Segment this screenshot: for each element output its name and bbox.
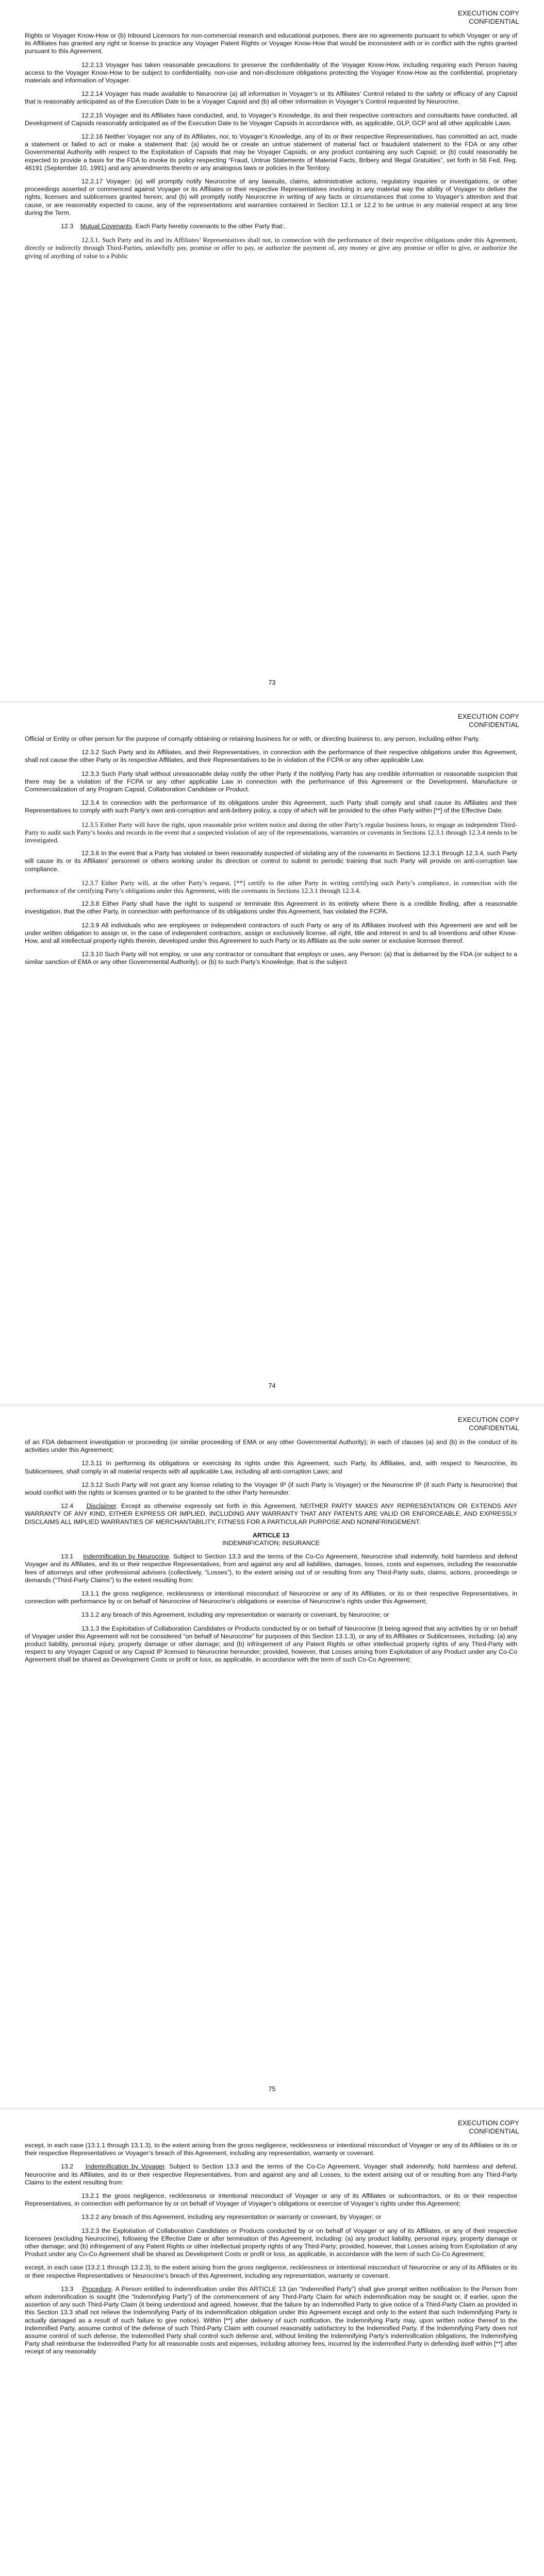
- section-12-3: [25, 223, 517, 230]
- page-body: [25, 735, 517, 972]
- document-page-75: [0, 1406, 544, 2107]
- section-12-3-1: 12.3.1. Such Party and its and its Affiliates’ Representatives shall not, in connection with the performance of their respective obligations under this Agreement, directly or indirectly through Third-Parties, unlawfully pay, promise or offer to pay, or authorize the payment of, any money or give any promise or offer to give, or authorize the giving of anything of value to a Public: [25, 236, 517, 260]
- paragraph: of an FDA debarment investigation or proceeding (or similar proceeding of EMA or any other Governmental Authority); in each of clauses (a) and (b) in the conduct of its activities under this Agreement;: [25, 1438, 517, 1454]
- section-12-2-14: 12.2.14 Voyager has made available to Neurocrine (a) all information in Voyager’s or its Affiliates’ Control related to the safety or efficacy of any Capsid that is reasonably anticipated as of the Execution Date to be a Voyager Capsid and (b) all other information in Voyager’s Control requested by Neurocrine.: [25, 90, 517, 106]
- section-12-2-13: 12.2.13 Voyager has taken reasonable precautions to preserve the confidentiality of the Voyager Know-How, including requiring each Person having access to the Voyager Know-How to be subject to confidentiality, non-use and non-disclosure obligations protecting the Voyager Know-How as the confidential, proprietary materials and information of Voyager.: [25, 61, 517, 84]
- section-13-2-2: 13.2.2 any breach of this Agreement, including any representation or warranty or covenant, by Voyager; or: [81, 2213, 382, 2221]
- section-heading: Procedure: [82, 2285, 112, 2293]
- section-number: 13.3: [61, 2285, 74, 2293]
- page-number: 74: [268, 1382, 276, 1389]
- header-execution-copy: EXECUTION COPY: [457, 713, 519, 720]
- section-number: 12.4: [61, 1502, 74, 1510]
- page-header: [458, 9, 519, 26]
- section-number: 13.2: [61, 2163, 74, 2171]
- paragraph: Rights or Voyager Know-How or (b) Inbound Licensors for non-commercial research and educational purposes, there are no agreements pursuant to which Voyager or any of its Affiliates has granted any right or license to practice any Voyager Patent Rights or Voyager Know-How that would be inconsistent with or in conflict with the rights granted pursuant to this Agreement.: [25, 32, 517, 55]
- header-confidential: CONFIDENTIAL: [469, 1424, 519, 1432]
- page-number: 73: [268, 679, 276, 686]
- section-heading: Mutual Covenants: [80, 223, 132, 230]
- page-header: [458, 1416, 519, 1432]
- section-13-2-3: 13.2.3 the Exploitation of Collaboration Candidates or Products conducted by or on behalf of Voyager or any of its Affiliates, or any of their respective licensees (excluding Neurocrine), following the Effective Date or after termination of this Agreement, including: (a) any product liability, personal injury, property damage or other damage; and (b) infringement of any Patent Rights or other intellectual property rights of any Third-Party; provided, however, that Losses arising from Exploitation of any Product under any Co-Co Agreement shall be shared as Development Costs or profit or loss, as applicable, in accordance with the term of such Co-Co Agreement;: [25, 2227, 517, 2258]
- section-13-1: [25, 1553, 517, 1584]
- section-12-3-5: 12.3.5 Either Party will have the right, upon reasonable prior written notice and during the other Party’s regular business hours, to engage an independent Third-Party to audit such Party’s books and records in the event that a suspected violation of any of the representations, warranties or covenants in Sections 12.3.1 through 12.3.4 needs to be investigated.: [25, 820, 517, 844]
- document-page-74: [0, 703, 544, 1404]
- section-text: . Except as otherwise expressly set forth in this Agreement, NEITHER PARTY MAKES ANY REPRESENTATION OR EXTENDS ANY WARRANTY OF ANY KIND, EITHER EXPRESS OR IMPLIED, INCLUDING ANY WARRANTY THAT ANY PATENTS ARE VALID OR ENFORCEABLE, AND EXPRESSLY DISCLAIMS ALL IMPLIED WARRANTIES OF MERCHANTABILITY, FITNESS FOR A PARTICULAR PURPOSE AND NONINFRINGEMENT.: [25, 1502, 517, 1526]
- header-execution-copy: EXECUTION COPY: [457, 9, 519, 17]
- header-execution-copy: EXECUTION COPY: [457, 1416, 519, 1423]
- document-page-76: [0, 2110, 544, 2576]
- page-number: 75: [268, 2086, 276, 2093]
- page-header: [458, 713, 519, 729]
- section-13-1-3: 13.1.3 the Exploitation of Collaboration Candidates or Products conducted by or on behalf of Neurocrine (it being agreed that any activities by or on behalf of Voyager under this Agreement will not be considered “on behalf of Neurocrine” for purposes of this Section 13.1.3), or any of its Affiliates or Sublicensees, including: (a) any product liability, personal injury, property damage or other damage; and (b) infringement of any Patent Rights or other intellectual property rights of any Third-Party with respect to any Voyager Capsid or any Capsid IP licensed to Neurocrine hereunder; provided, however, that Losses arising from Exploitation of any Product under any Co-Co Agreement shall be shared as Development Costs or profit or loss, as applicable, in accordance with the term of such Co-Co Agreement;: [25, 1624, 517, 1664]
- section-number: 12.3: [61, 223, 74, 230]
- section-12-3-6: 12.3.6 In the event that a Party has violated or been reasonably suspected of violating any of the covenants in Sections 12.3.1 through 12.3.4, such Party will cause its or its Affiliates’ personnel or others working under its direction or control to submit to periodic training that such Party will provide on anti-corruption law compliance.: [25, 850, 517, 873]
- paragraph: except, in each case (13.1.1 through 13.1.3), to the extent arising from the gross negligence, recklessness or intentional misconduct of Voyager or any of its Affiliates or its or their respective Representatives or Voyager’s breach of this Agreement, including any representation, warranty or covenant.: [25, 2142, 517, 2157]
- section-12-3-7: 12.3.7 Either Party will, at the other Party’s request, [**] certify to the other Party in writing certifying such Party’s compliance, in connection with the performance of the certifying Party’s obligations under this Agreement, with the covenants in Sections 12.3.1 through 12.3.4.: [25, 878, 517, 895]
- section-heading: Indemnification by Neurocrine: [83, 1553, 169, 1561]
- section-text: . Subject to Section 13.3 and the terms of the Co-Co Agreement, Neurocrine shall indemnify, hold harmless and defend Voyager and its Affiliates, and its or their respective Representatives, from and against any and all liabilities, damages, losses, costs and expenses, including the reasonable fees of attorneys and other professional advisers (collectively, “Losses”), to the extent arising out of or resulting from any Third-Party suits, claims, actions, proceedings or demands (“Third-Party Claims”) to the extent resulting from:: [25, 1553, 517, 1584]
- section-heading: Disclaimer: [86, 1502, 116, 1510]
- header-execution-copy: EXECUTION COPY: [457, 2119, 519, 2127]
- document-page-73: [0, 0, 544, 701]
- article-subtitle: INDEMNIFICATION; INSURANCE: [222, 1539, 320, 1547]
- section-12-3-4: 12.3.4 In connection with the performance of its obligations under this Agreement, such Party shall comply and shall cause its Affiliates and their Representatives to comply with such Party’s own anti-corruption and anti-bribery policy, a copy of which will be provided to the other Party within [**] of the Effective Date.: [25, 799, 517, 815]
- page-header: [458, 2119, 519, 2136]
- section-heading: Indemnification by Voyager: [85, 2163, 164, 2171]
- header-confidential: CONFIDENTIAL: [469, 721, 519, 728]
- section-12-3-11: 12.3.11 In performing its obligations or exercising its rights under this Agreement, such Party, its Affiliates, and, with respect to Neurocrine, its Sublicensees, shall comply in all material respects with all applicable Law, including all anti-corruption Laws; and: [25, 1460, 517, 1475]
- section-text: . A Person entitled to indemnification under this ARTICLE 13 (an “Indemnified Party”) shall give prompt written notification to the Person from whom indemnification is sought (the “Indemnifying Party”) of the commencement of any Third-Party Claim for which indemnification may be sought or, if earlier, upon the assertion of any such Third-Party Claim (it being understood and agreed, however, that the failure by an Indemnified Party to give notice of a Third-Party Claim as provided in this Section 13.3 shall not relieve the Indemnifying Party of its indemnification obligation under this Agreement except and only to the extent that such Indemnifying Party is actually damaged as a result of such failure to give notice). Within [**] after delivery of such notification, the Indemnifying Party may, upon written notice thereof to the Indemnified Party, assume control of the defense of such Third-Party Claim with counsel reasonably satisfactory to the Indemnified Party. If the Indemnifying Party does not assume control of such defense, the Indemnified Party shall control such defense and, without limiting the Indemnifying Party’s indemnification obligations, the Indemnifying Party shall reimburse the Indemnified Party for all reasonable costs and expenses, including attorney fees, incurred by the Indemnified Party in defending itself within [**] after receipt of any reasonably: [25, 2285, 517, 2355]
- page-body: [25, 1438, 517, 1670]
- section-12-2-17: 12.2.17 Voyager: (a) will promptly notify Neurocrine of any lawsuits, claims, administrative actions, regulatory inquiries or investigations, or other proceedings asserted or commenced against Voyager or its Affiliates or their respective Representatives involving in any material way the ability of Voyager to deliver the rights, licenses and sublicenses granted herein; and (b) will promptly notify Neurocrine in writing of any facts or circumstances that come to Voyager’s attention and that cause, or are reasonably expected to cause, any of the representations and warranties contained in Section 12.1 or 12.2 to be untrue in any material respect at any time during the Term.: [25, 178, 517, 216]
- article-title: ARTICLE 13: [253, 1531, 289, 1539]
- section-12-3-10: 12.3.10 Such Party will not employ, or use any contractor or consultant that employs or uses, any Person: (a) that is debarred by the FDA (or subject to a similar sanction of EMA or any other Governmental Authority); or (b) to such Party’s Knowledge, that is the subject: [25, 951, 517, 966]
- section-13-1-1: 13.1.1 the gross negligence, recklessness or intentional misconduct of Neurocrine or any of its Affiliates, or its or their respective Representatives, in connection with performance by or on behalf of Neurocrine of Neurocrine’s obligations or exercise of Neurocrine’s rights under this Agreement;: [25, 1590, 517, 1605]
- paragraph: Official or Entity or other person for the purpose of corruptly obtaining or retaining business for or with, or directing business to, any person, including either Party.: [25, 735, 480, 742]
- section-12-3-8: 12.3.8 Either Party shall have the right to suspend or terminate this Agreement in its entirety where there is a credible finding, after a reasonable investigation, that the other Party, in connection with performance of its obligations under this Agreement, has violated the FCPA.: [25, 900, 517, 916]
- section-13-1-2: 13.1.2 any breach of this Agreement, including any representation or warranty or covenant, by Neurocrine; or: [81, 1611, 389, 1619]
- section-text: . Subject to Section 13.3 and the terms of the Co-Co Agreement, Voyager shall indemnify, hold harmless and defend, Neurocrine and its Affiliates, and its or their respective Representatives, from and against any and all Losses, to the extent arising out of or resulting from any Third-Party Claims to the extent resulting from:: [25, 2163, 518, 2186]
- header-confidential: CONFIDENTIAL: [469, 18, 519, 25]
- section-13-2: [25, 2163, 517, 2187]
- section-12-3-9: 12.3.9 All individuals who are employees or independent contractors of such Party or any of its Affiliates involved with this Agreement are and will be under written obligation to assign or, in the case of independent contractors, assign or exclusively license, all right, title and interest in and to all Inventions and other Know-How, and all intellectual property rights therein, developed under this Agreement to such Party or its Affiliate as the sole owner or exclusive licensee thereof.: [25, 921, 517, 945]
- section-13-2-1: 13.2.1 the gross negligence, recklessness or intentional misconduct of Voyager or any of its Affiliates or subcontractors, or its or their respective Representatives, in connection with performance by or on behalf of Voyager of Voyager’s obligations or exercise of Voyager’s rights under this Agreement;: [25, 2192, 517, 2208]
- section-12-2-16: 12.2.16 Neither Voyager nor any of its Affiliates, nor, to Voyager’s Knowledge, any of its or their respective Representatives, has committed an act, made a statement or failed to act or make a statement that: (a) would be or create an untrue statement of material fact or fraudulent statement to the FDA or any other Governmental Authority with respect to the Exploitation of Capsids that may be Voyager Capsids, or any product containing any such Capsid; or (b) could reasonably be expected to provide a basis for the FDA to invoke its policy respecting “Fraud, Untrue Statements of Material Facts, Bribery and Illegal Gratuities”, set forth in 56 Fed. Reg. 46191 (September 10, 1991) and any amendments thereto or any analogous laws or policies in the Territory.: [25, 133, 517, 172]
- section-12-4: [25, 1502, 517, 1526]
- paragraph: except, in each case (13.2.1 through 13.2.3), to the extent arising from the gross negligence, recklessness or intentional misconduct of Neurocrine or any of its Affiliates or its or their respective Representatives or Neurocrine’s breach of this Agreement, including any representation, warranty or covenant.: [25, 2264, 517, 2279]
- section-number: 13.1: [61, 1553, 74, 1561]
- section-13-3: [25, 2285, 517, 2356]
- section-12-2-15: 12.2.15 Voyager and its Affiliates have conducted, and, to Voyager’s Knowledge, its and their respective contractors and consultants have conducted, all Development of Capsids reasonably anticipated as of the Execution Date to be Voyager Capsids in accordance with, as applicable, GLP, GCP and all other applicable Laws.: [25, 111, 517, 127]
- page-body: [25, 32, 517, 265]
- section-12-3-3: 12.3.3 Such Party shall without unreasonable delay notify the other Party if the notifying Party has any credible information or reasonable suspicion that there may be a violation of the FCPA or any other applicable Law in connection with the performance of this Agreement or the Development, Manufacture or Commercialization of any Program Capsid, Collaboration Candidate or Product.: [25, 770, 517, 793]
- header-confidential: CONFIDENTIAL: [469, 2127, 519, 2135]
- section-text: . Each Party hereby covenants to the other Party that:.: [131, 223, 286, 230]
- page-body: [25, 2142, 517, 2362]
- section-12-3-12: 12.3.12 Such Party will not grant any license relating to the Voyager IP (if such Party is Voyager) or the Neurocrine IP (if such Party is Neurocrine) that would conflict with the rights or licenses granted or to be granted to the other Party hereunder.: [25, 1481, 517, 1497]
- section-12-3-2: 12.3.2 Such Party and its Affiliates, and their Representatives, in connection with the performance of their respective obligations under this Agreement, shall not cause the other Party or its respective Affiliates, and their Representatives to be in violation of the FCPA or any other applicable Law.: [25, 749, 517, 764]
